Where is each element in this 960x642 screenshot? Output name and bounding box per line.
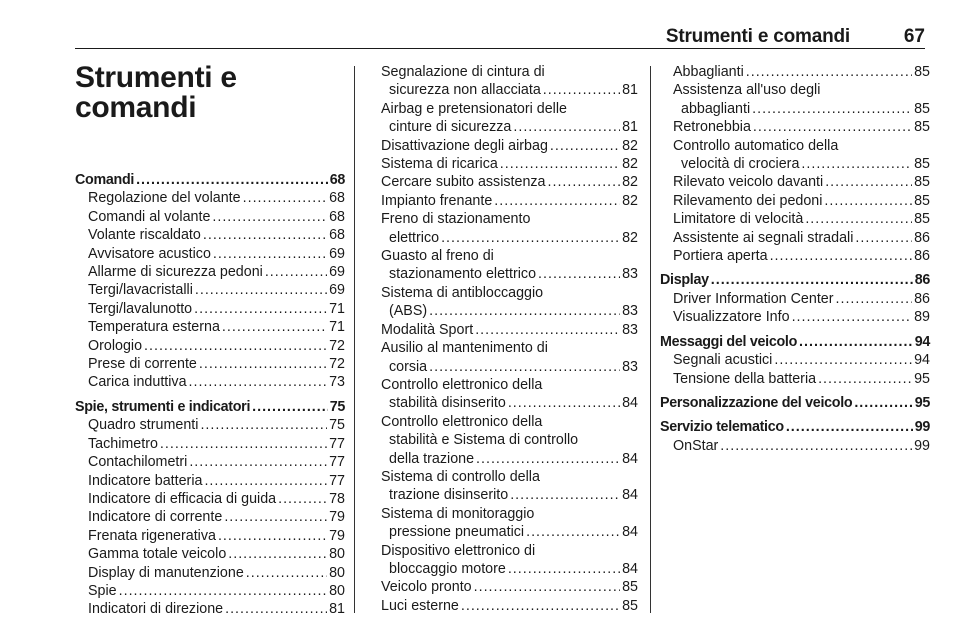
toc-page-number: 99 (914, 419, 930, 436)
toc-page-number: 80 (329, 582, 345, 599)
toc-page-number: 82 (622, 137, 638, 154)
toc-entry-label-line: corsia (389, 358, 428, 375)
toc-page-number: 75 (329, 417, 345, 434)
toc-page-number: 77 (329, 454, 345, 471)
toc-entry-label: Disattivazione degli airbag (381, 137, 548, 154)
toc-page-number: 95 (914, 394, 930, 411)
dot-leader (746, 63, 912, 81)
toc-entry[interactable] (660, 229, 930, 247)
toc-entry-label-line: bloccaggio motore (389, 560, 506, 577)
toc-entry-label: Carica induttiva (88, 374, 187, 391)
toc-entry-label-line: stabilità e Sistema di controllo (389, 432, 579, 449)
toc-page-number: 99 (914, 437, 930, 454)
toc-entry-label: Impianto frenante (381, 192, 493, 209)
toc-page-number: 82 (622, 156, 638, 173)
toc-entry[interactable] (75, 600, 345, 618)
toc-entry-label-line: trazione disinserito (389, 487, 509, 504)
dot-leader (500, 155, 620, 173)
toc-page-number: 86 (914, 248, 930, 265)
toc-entry[interactable] (368, 173, 638, 191)
dot-leader (246, 564, 327, 582)
toc-page-number: 85 (622, 597, 638, 614)
toc-entry[interactable] (368, 578, 638, 596)
toc-entry[interactable] (368, 210, 638, 247)
toc-entry-label: Tergi/lavalunotto (88, 300, 193, 317)
toc-entry-label: Comandi (75, 172, 135, 188)
toc-page-number: 86 (914, 290, 930, 307)
chapter-title-line-2: comandi (75, 91, 197, 124)
toc-entry-label: Segnali acustici (673, 352, 773, 369)
toc-entry-label: Spie, strumenti e indicatori (75, 398, 251, 415)
dot-leader (203, 226, 327, 244)
dot-leader (786, 418, 913, 436)
toc-entry[interactable] (368, 284, 638, 321)
running-header-title: Strumenti e comandi (665, 26, 850, 47)
toc-entry[interactable] (75, 472, 345, 490)
toc-entry-label-line: pressione pneumatici (389, 524, 525, 541)
toc-entry-label: Tensione della batteria (673, 370, 817, 387)
toc-entry-label: Modalità Sport (381, 321, 474, 338)
toc-section-entry[interactable] (660, 418, 930, 436)
column-divider-1 (354, 66, 355, 613)
toc-entry-label-line: Sistema di monitoraggio (381, 505, 535, 522)
toc-section-entry[interactable] (75, 398, 345, 416)
toc-entry-label-line: Airbag e pretensionatori delle (381, 100, 567, 117)
toc-entry-label-line: Controllo automatico della (673, 137, 839, 154)
toc-entry-label: Spie (88, 582, 117, 599)
toc-entry-label-line: stazionamento elettrico (389, 266, 537, 283)
toc-entry-label: Visualizzatore Info (673, 309, 790, 326)
dot-leader (799, 333, 913, 351)
toc-page-number: 94 (914, 333, 930, 350)
dot-leader (144, 337, 327, 355)
toc-section-entry[interactable] (660, 394, 930, 412)
toc-entry[interactable] (660, 137, 930, 174)
dot-leader (225, 600, 327, 618)
dot-leader (461, 597, 620, 615)
dot-leader (476, 450, 620, 468)
toc-entry[interactable] (660, 437, 930, 455)
dot-leader (805, 210, 912, 228)
page-header (75, 22, 925, 49)
toc-page-number: 85 (914, 119, 930, 136)
dot-leader (526, 523, 620, 541)
toc-entry[interactable] (75, 527, 345, 545)
toc-page-number: 95 (914, 370, 930, 387)
toc-page-number: 85 (914, 192, 930, 209)
dot-leader (508, 560, 620, 578)
toc-page-number: 81 (622, 119, 638, 136)
dot-leader (508, 394, 620, 412)
toc-section-entry[interactable] (660, 271, 930, 289)
page-number: 67 (903, 26, 925, 47)
toc-entry-label: Avvisatore acustico (88, 245, 211, 262)
dot-leader (720, 437, 912, 455)
toc-entry[interactable] (368, 597, 638, 615)
toc-entry[interactable] (660, 210, 930, 228)
toc-entry-label: Indicatore batteria (88, 472, 203, 489)
toc-entry-label: Cercare subito assistenza (381, 174, 546, 191)
toc-page-number: 86 (914, 272, 930, 289)
toc-entry[interactable] (660, 351, 930, 369)
toc-entry-label: Rilevato veicolo davanti (673, 174, 824, 191)
toc-entry[interactable] (75, 208, 345, 226)
toc-entry-label-line: Freno di stazionamento (381, 211, 531, 228)
dot-leader (836, 290, 913, 308)
toc-entry-label-line: sicurezza non allacciata (389, 82, 541, 99)
dot-leader (475, 321, 620, 339)
dot-leader (429, 302, 620, 320)
dot-leader (204, 472, 327, 490)
toc-entry[interactable] (75, 416, 345, 434)
toc-section-entry[interactable] (75, 171, 345, 189)
dot-leader (474, 578, 620, 596)
dot-leader (195, 281, 327, 299)
toc-entry-label: Prese di corrente (88, 356, 197, 373)
toc-entry[interactable] (75, 281, 345, 299)
toc-entry[interactable] (368, 137, 638, 155)
dot-leader (550, 137, 620, 155)
toc-page-number: 83 (622, 266, 638, 283)
dot-leader (278, 490, 327, 508)
toc-page-number: 85 (914, 211, 930, 228)
toc-entry-label: Sistema di ricarica (381, 156, 498, 173)
dot-leader (494, 192, 620, 210)
toc-entry-label: Portiera aperta (673, 248, 768, 265)
dot-leader (218, 527, 327, 545)
toc-page-number: 68 (329, 190, 345, 207)
toc-entry[interactable] (368, 63, 638, 100)
toc-entry[interactable] (368, 247, 638, 284)
toc-entry-label-line: elettrico (389, 229, 440, 246)
toc-entry-label-line: (ABS) (389, 303, 428, 320)
toc-entry-label: Messaggi del veicolo (660, 333, 798, 350)
toc-entry[interactable] (75, 337, 345, 355)
toc-entry[interactable] (368, 542, 638, 579)
toc-page-number: 84 (622, 395, 638, 412)
toc-section-entry[interactable] (660, 333, 930, 351)
toc-page-number: 73 (329, 374, 345, 391)
toc-entry[interactable] (75, 245, 345, 263)
toc-entry[interactable] (368, 100, 638, 137)
toc-entry[interactable] (75, 582, 345, 600)
toc-entry-label: OnStar (673, 437, 719, 454)
toc-entry-label: Tachimetro (88, 435, 158, 452)
toc-entry[interactable] (368, 376, 638, 413)
toc-page-number: 89 (914, 309, 930, 326)
dot-leader (119, 582, 327, 600)
toc-entry-label: Display di manutenzione (88, 564, 244, 581)
toc-entry-label-line: velocità di crociera (681, 156, 800, 173)
toc-entry[interactable] (75, 263, 345, 281)
dot-leader (441, 229, 620, 247)
toc-page-number: 75 (329, 398, 345, 415)
toc-entry-label-line: della trazione (389, 450, 475, 467)
toc-page-number: 68 (329, 227, 345, 244)
toc-entry-label: Regolazione del volante (88, 190, 241, 207)
toc-page-number: 69 (329, 282, 345, 299)
toc-entry-label: Tergi/lavacristalli (88, 282, 193, 299)
toc-page-number: 84 (622, 450, 638, 467)
toc-entry-label-line: Controllo elettronico della (381, 413, 543, 430)
dot-leader (224, 508, 327, 526)
toc-entry[interactable] (368, 339, 638, 376)
toc-entry-label-line: cinture di sicurezza (389, 119, 512, 136)
toc-page-number: 71 (329, 319, 345, 336)
dot-leader (752, 100, 912, 118)
toc-entry[interactable] (75, 189, 345, 207)
dot-leader (792, 308, 913, 326)
toc-entry[interactable] (75, 490, 345, 508)
toc-page-number: 68 (329, 172, 345, 188)
toc-entry[interactable] (660, 81, 930, 118)
toc-page-number: 84 (622, 560, 638, 577)
toc-entry-label: Indicatore di efficacia di guida (88, 490, 277, 507)
dot-leader (199, 355, 327, 373)
toc-entry-label-line: Segnalazione di cintura di (381, 64, 545, 80)
dot-leader (212, 208, 327, 226)
chapter-title-line-1: Strumenti e (75, 61, 237, 94)
toc-entry[interactable] (75, 318, 345, 336)
dot-leader (855, 229, 912, 247)
dot-leader (136, 171, 328, 189)
toc-column-1 (75, 171, 345, 619)
toc-entry-label: Display (660, 272, 709, 289)
toc-entry[interactable] (75, 226, 345, 244)
dot-leader (770, 247, 913, 265)
toc-page-number: 72 (329, 356, 345, 373)
column-divider-2 (650, 66, 651, 613)
dot-leader (753, 118, 912, 136)
dot-leader (213, 245, 327, 263)
toc-page-number: 71 (329, 300, 345, 317)
toc-entry-label: Orologio (88, 337, 143, 354)
toc-entry[interactable] (75, 453, 345, 471)
dot-leader (189, 453, 327, 471)
toc-page-number: 77 (329, 472, 345, 489)
dot-leader (818, 370, 912, 388)
toc-entry-label: Quadro strumenti (88, 417, 199, 434)
toc-entry[interactable] (368, 468, 638, 505)
toc-entry[interactable] (660, 63, 930, 81)
toc-entry-label: Comandi al volante (88, 208, 211, 225)
chapter-title (75, 63, 345, 123)
toc-page-number: 94 (914, 352, 930, 369)
toc-entry-label: Allarme di sicurezza pedoni (88, 264, 263, 281)
toc-column-2 (368, 63, 638, 615)
toc-entry-label-line: Guasto al freno di (381, 248, 494, 265)
toc-entry[interactable] (75, 300, 345, 318)
toc-entry[interactable] (660, 247, 930, 265)
toc-entry-label: Temperatura esterna (88, 319, 220, 336)
toc-entry-label-line: stabilità disinserito (389, 395, 506, 412)
dot-leader (243, 189, 327, 207)
toc-page-number: 69 (329, 245, 345, 262)
toc-entry[interactable] (660, 173, 930, 191)
toc-entry-label: Gamma totale veicolo (88, 546, 227, 563)
toc-entry[interactable] (660, 370, 930, 388)
toc-entry-label: Veicolo pronto (381, 579, 472, 596)
toc-page-number: 77 (329, 435, 345, 452)
toc-entry[interactable] (75, 435, 345, 453)
toc-page-number: 82 (622, 229, 638, 246)
toc-entry-label-line: Sistema di antibloccaggio (381, 284, 544, 301)
toc-entry-label: Assistente ai segnali stradali (673, 229, 854, 246)
dot-leader (265, 263, 327, 281)
toc-page-number: 72 (329, 337, 345, 354)
toc-entry-label: Luci esterne (381, 597, 459, 614)
toc-entry-label-line: Assistenza all'uso degli (673, 82, 821, 99)
toc-entry-label: Limitatore di velocità (673, 211, 804, 228)
dot-leader (513, 118, 620, 136)
toc-entry[interactable] (75, 508, 345, 526)
toc-page-number: 85 (914, 100, 930, 117)
toc-entry-label-line: Ausilio al mantenimento di (381, 340, 548, 357)
toc-page-number: 81 (622, 82, 638, 99)
dot-leader (194, 300, 327, 318)
toc-entry-label-line: Sistema di controllo della (381, 468, 540, 485)
toc-entry-label: Servizio telematico (660, 419, 784, 436)
toc-entry-label-line: Dispositivo elettronico di (381, 542, 536, 559)
toc-page-number: 80 (329, 546, 345, 563)
toc-entry-label: Frenata rigenerativa (88, 527, 216, 544)
toc-entry[interactable] (75, 355, 345, 373)
toc-entry[interactable] (660, 290, 930, 308)
toc-entry-label: Personalizzazione del veicolo (660, 394, 853, 411)
toc-page-number: 84 (622, 524, 638, 541)
toc-page-number: 83 (622, 303, 638, 320)
toc-entry[interactable] (368, 155, 638, 173)
dot-leader (228, 545, 327, 563)
toc-page-number: 81 (329, 601, 345, 618)
toc-entry-label: Volante riscaldato (88, 227, 201, 244)
toc-entry[interactable] (75, 545, 345, 563)
toc-entry-label: Driver Information Center (673, 290, 834, 307)
dot-leader (711, 271, 913, 289)
dot-leader (160, 435, 327, 453)
dot-leader (774, 351, 912, 369)
toc-entry[interactable] (660, 308, 930, 326)
toc-page-number: 85 (914, 64, 930, 80)
toc-page-number: 85 (914, 174, 930, 191)
toc-entry-label: Indicatori di direzione (88, 601, 224, 618)
dot-leader (801, 155, 912, 173)
dot-leader (200, 416, 327, 434)
toc-entry[interactable] (75, 373, 345, 391)
toc-page-number: 83 (622, 321, 638, 338)
dot-leader (548, 173, 621, 191)
toc-entry-label: Contachilometri (88, 454, 188, 471)
dot-leader (222, 318, 327, 336)
toc-page-number: 79 (329, 509, 345, 526)
toc-entry-label: Retronebbia (673, 119, 751, 136)
toc-page-number: 83 (622, 358, 638, 375)
dot-leader (189, 373, 328, 391)
toc-entry-label-line: Controllo elettronico della (381, 376, 543, 393)
toc-entry[interactable] (368, 413, 638, 468)
toc-entry[interactable] (368, 192, 638, 210)
toc-entry-label: Rilevamento dei pedoni (673, 192, 823, 209)
toc-entry[interactable] (660, 118, 930, 136)
toc-page-number: 86 (914, 229, 930, 246)
toc-entry[interactable] (368, 505, 638, 542)
toc-page-number: 82 (622, 174, 638, 191)
toc-page-number: 68 (329, 208, 345, 225)
toc-page-number: 85 (914, 156, 930, 173)
toc-page-number: 69 (329, 264, 345, 281)
toc-entry-label: Abbaglianti (673, 64, 744, 80)
dot-leader (825, 173, 912, 191)
toc-entry[interactable] (368, 321, 638, 339)
toc-entry[interactable] (660, 192, 930, 210)
toc-page-number: 84 (622, 487, 638, 504)
dot-leader (543, 81, 620, 99)
dot-leader (854, 394, 912, 412)
toc-page-number: 82 (622, 192, 638, 209)
dot-leader (824, 192, 912, 210)
toc-page-number: 80 (329, 564, 345, 581)
toc-entry-label-line: abbaglianti (681, 100, 751, 117)
toc-page-number: 79 (329, 527, 345, 544)
dot-leader (510, 486, 620, 504)
toc-column-3 (660, 63, 930, 455)
toc-page-number: 85 (622, 579, 638, 596)
dot-leader (429, 358, 620, 376)
toc-entry[interactable] (75, 564, 345, 582)
dot-leader (538, 265, 620, 283)
dot-leader (252, 398, 328, 416)
toc-entry-label: Indicatore di corrente (88, 509, 223, 526)
toc-page-number: 78 (329, 490, 345, 507)
